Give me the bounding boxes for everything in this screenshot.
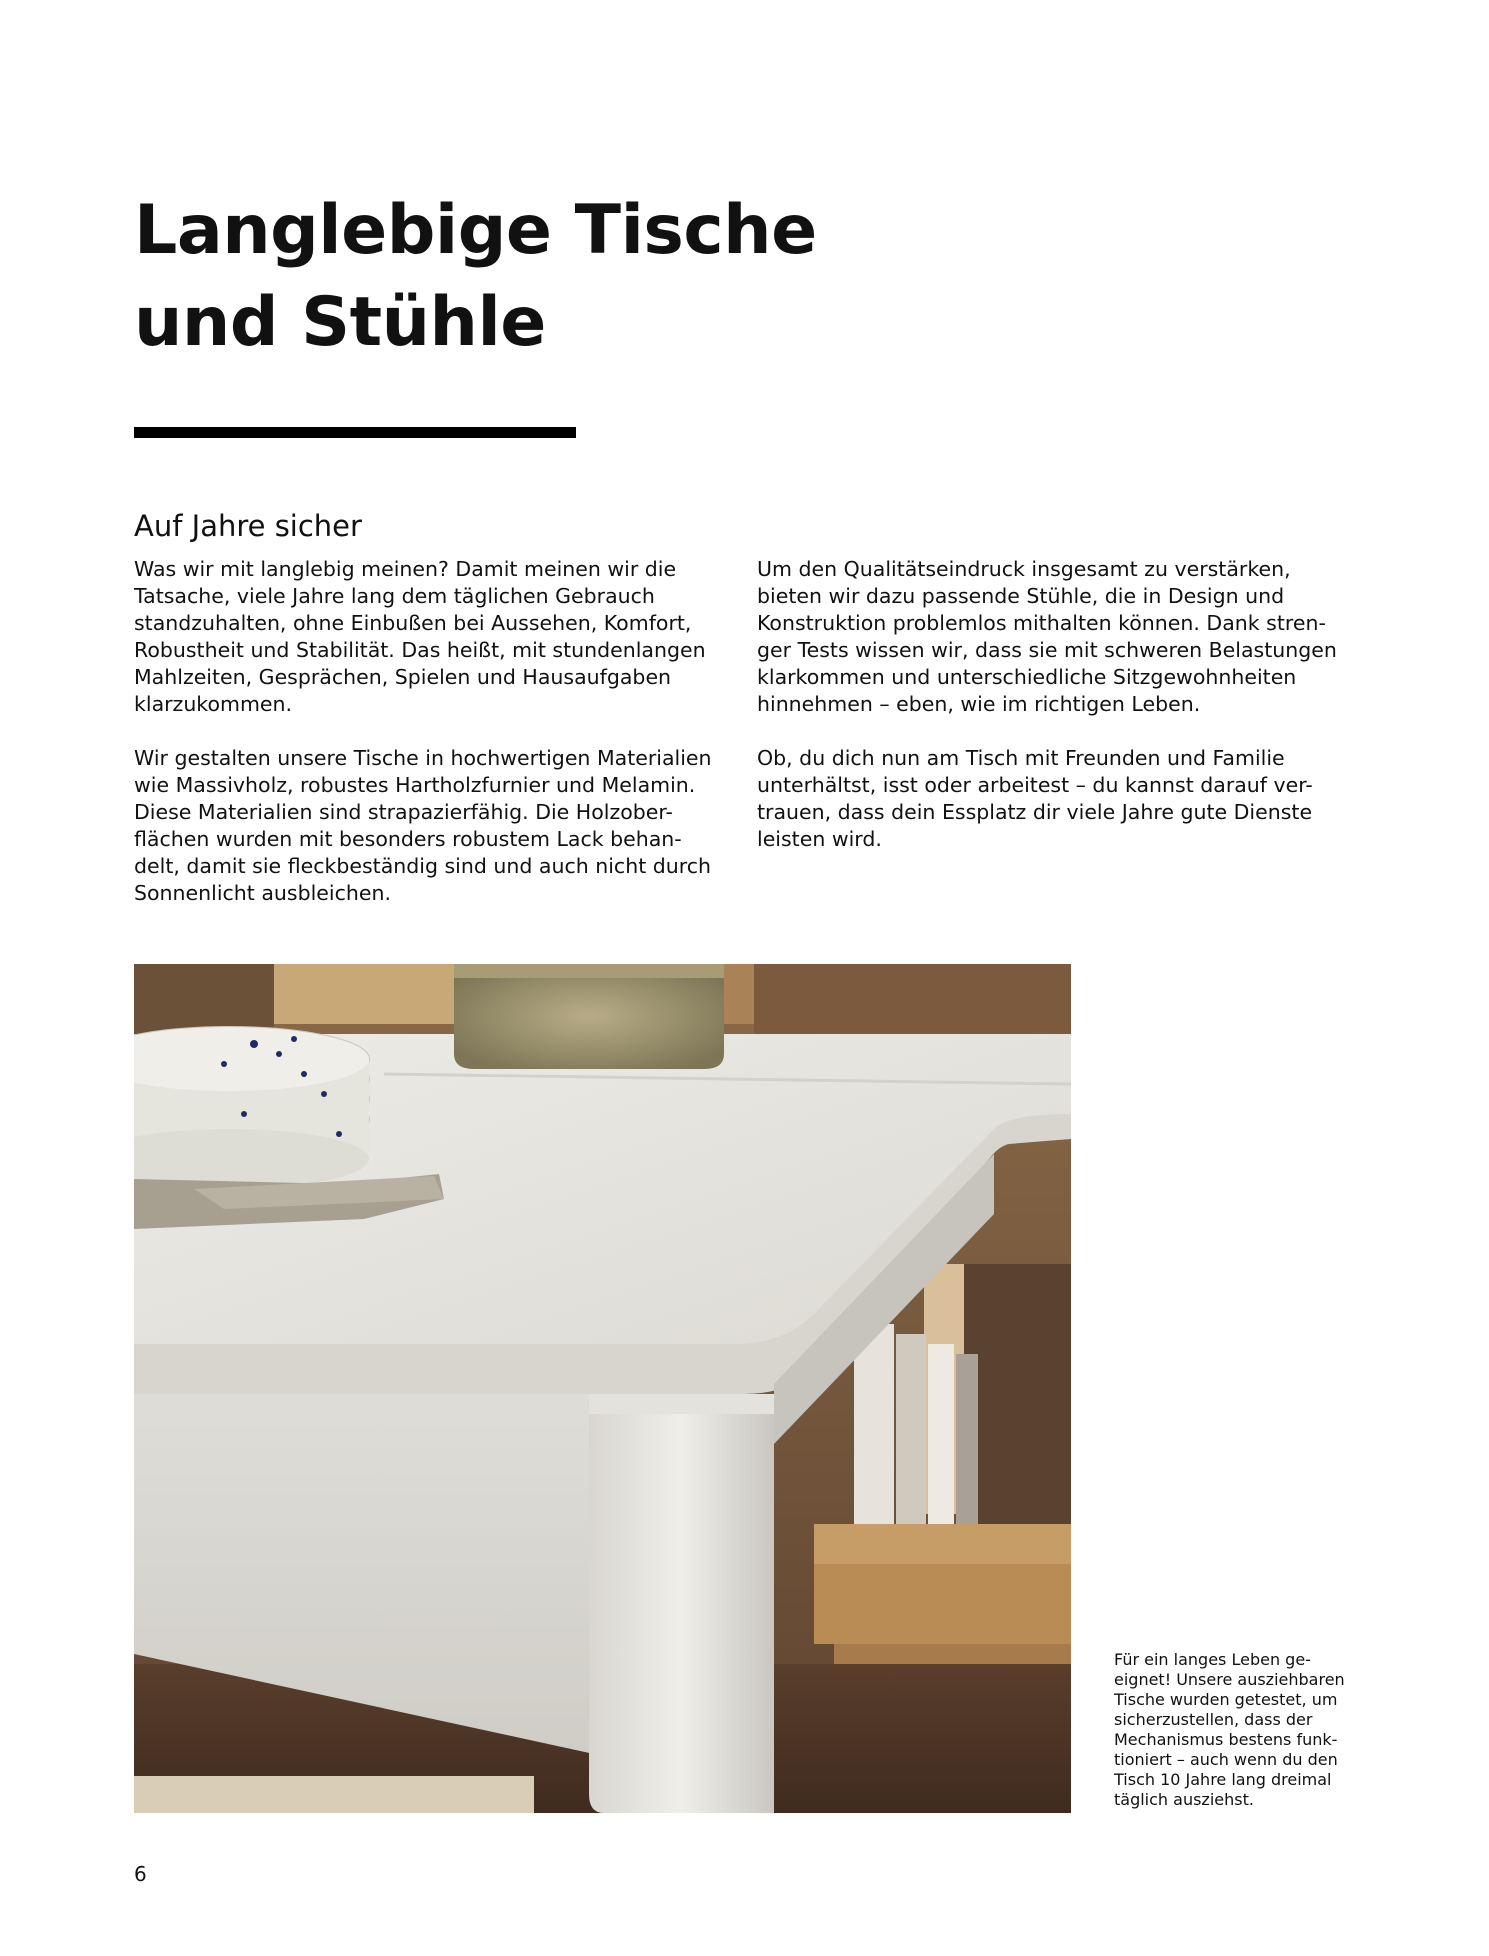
right-paragraph-1: Um den Qualitätseindruck insgesamt zu verstärken, bieten wir dazu passende Stühle, die in Design und Konstruktion problemlos mithalten können. Dank stren- ger Tests wissen wir, dass sie mit schweren Belastungen klarkommen und unterschiedliche Sitzgewohnheiten hinnehmen – eben, wie im richtigen Leben. — [757, 557, 1337, 716]
left-paragraph-2: Wir gestalten unsere Tische in hochwertigen Materialien wie Massivholz, robustes Hartholzfurnier und Melamin. Diese Materialien sind strapazierfähig. Die Holzober- flächen wurden mit besonders robustem Lack behan- delt, damit sie fleckbeständig sind und auch nicht durch Sonnenlicht ausbleichen. — [134, 746, 712, 905]
left-paragraph-1: Was wir mit langlebig meinen? Damit meinen wir die Tatsache, viele Jahre lang dem täglichen Gebrauch standzuhalten, ohne Einbußen bei Aussehen, Komfort, Robustheit und Stabilität. Das heißt, mit stundenlangen Mahlzeiten, Gesprächen, Spielen und Hausaufgaben klarzukommen. — [134, 557, 706, 716]
page-title-line-2: und Stühle — [134, 283, 546, 362]
page-number: 6 — [134, 1862, 147, 1886]
table-corner-photo — [134, 964, 1071, 1813]
text-column-left — [134, 556, 744, 934]
page-title-line-1: Langlebige Tische — [134, 191, 817, 270]
title-divider — [134, 427, 576, 438]
section-subheading: Auf Jahre sicher — [134, 509, 362, 543]
text-column-right — [757, 556, 1367, 880]
right-paragraph-2: Ob, du dich nun am Tisch mit Freunden und Familie unterhältst, isst oder arbeitest – du kannst darauf ver- trauen, dass dein Essplatz dir viele Jahre gute Dienste leisten wird. — [757, 746, 1313, 851]
photo-caption: Für ein langes Leben ge- eignet! Unsere ausziehbaren Tische wurden getestet, um sicherzustellen, dass der Mechanismus bestens funk- tioniert – auch wenn du den Tisch 10 Jahre lang dreimal täglich ausziehst. — [1114, 1650, 1345, 1809]
page-title — [134, 185, 1034, 369]
